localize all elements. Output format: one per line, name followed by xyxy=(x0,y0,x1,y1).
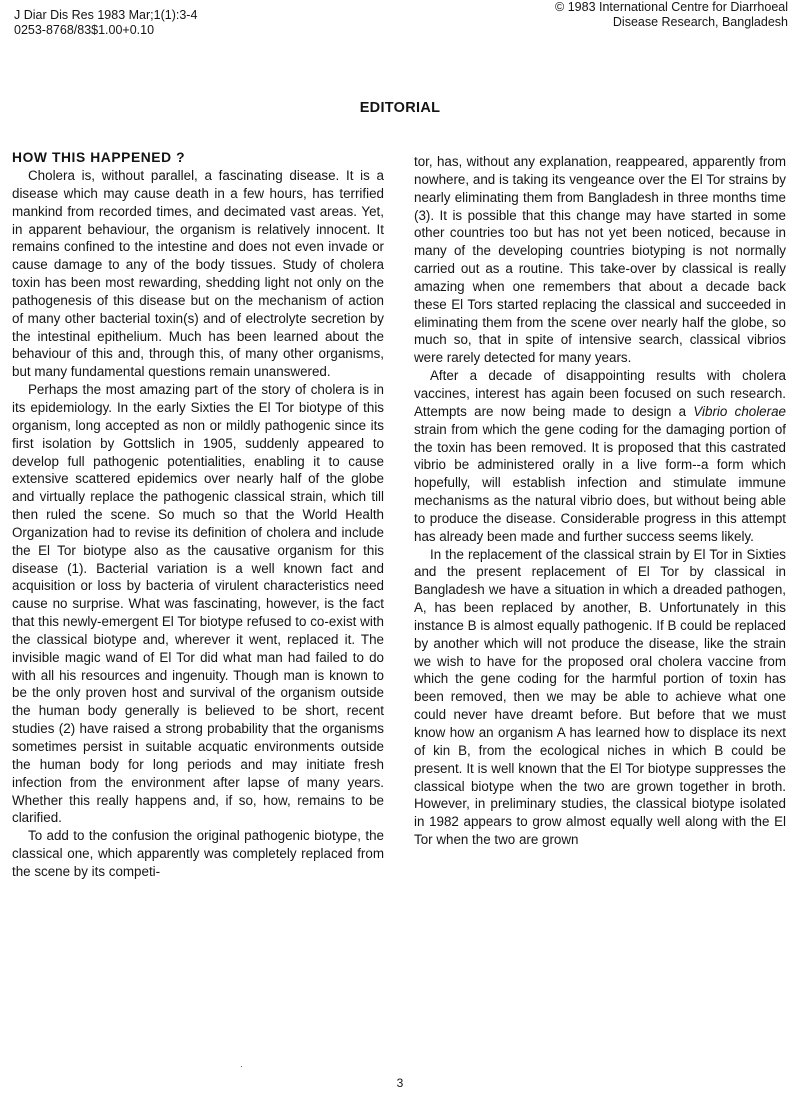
citation-line-1: J Diar Dis Res 1983 Mar;1(1):3-4 xyxy=(14,8,198,22)
paragraph-4-text-b: strain from which the gene coding for the damaging portion of the toxin has been removed. It is proposed that this castrated vibrio be administered orally in a live form--a form which hopefully, will establish infection and stimulate immune mechanisms as the natural vibrio does, but without being able to produce the disease. Considerable progress in this attempt has already been made and further success seems likely. xyxy=(414,421,786,544)
section-heading: HOW THIS HAPPENED ? xyxy=(12,150,186,165)
left-column xyxy=(12,148,384,881)
copyright-line-1: © 1983 International Centre for Diarrhoeal xyxy=(555,0,788,14)
paragraph-3-continued: tor, has, without any explanation, reappeared, apparently from nowhere, and is taking its vengeance over the El Tor strains by nearly eliminating them from Bangladesh in three months time (3). It is possible that this change may have started in some other countries too but has not yet been noticed, because in many of the developing countries biotyping is not normally carried out as a routine. This take-over by classical is really amazing when one remembers that about a decade back these El Tors started replacing the classical and succeeded in eliminating them from the scene over nearly half the globe, so much so, that in spite of intensive search, classical vibrios were rarely detected for many years. xyxy=(414,154,786,366)
paragraph-5: In the replacement of the classical strain by El Tor in Sixties and the present replacement of El Tor by classical in Bangladesh we have a situation in which a dreaded pathogen, A, has been replaced by another, B. Unfortunately in this instance B is almost equally pathogenic. If B could be replaced by another which will not produce the disease, like the strain we wish to have for the proposed oral cholera vaccine from which the gene coding for the harmful portion of toxin has been removed, then we may be able to achieve what one could never have dreamt before. But before that we must know how an organism A has learned how to displace its next of kin B, from the ecological niches in which B could be present. It is well known that the El Tor biotype suppresses the classical biotype when the two are grown together in broth. However, in preliminary studies, the classical biotype isolated in 1982 appears to grow almost equally well along with the El Tor when the two are grown xyxy=(414,546,786,848)
paragraph-4-text-a: After a decade of disappointing results with cholera vaccines, interest has again been focused on such research. Attempts are now being made to design a xyxy=(414,368,786,419)
copyright-line-2: Disease Research, Bangladesh xyxy=(612,15,788,29)
page-title: EDITORIAL xyxy=(359,100,441,116)
species-name: Vibrio cholerae xyxy=(693,403,786,419)
page-number: 3 xyxy=(396,1076,404,1090)
citation-line-2: 0253-8768/83$1.00+0.10 xyxy=(14,23,155,37)
paragraph-3: To add to the confusion the original pathogenic biotype, the classical one, which apparently was completely replaced from the scene by its competi- xyxy=(12,828,384,879)
paragraph-4 xyxy=(414,367,786,545)
paragraph-1: Cholera is, without parallel, a fascinating disease. It is a disease which may cause death in a few hours, has terrified mankind from recorded times, and decimated vast areas. Yet, in apparent behaviour, the organism is relatively innocent. It remains confined to the intestine and does not even invade or cause damage to any of the body tissues. Study of cholera toxin has been most rewarding, shedding light not only on the pathogenesis of this disease but on the mechanism of action of many other bacterial toxin(s) and of electrolyte secretion by the intestinal epithelium. Much has been learned about the behaviour of this and, through this, of many other organisms, but many fundamental questions remain unanswered. xyxy=(12,168,384,380)
paragraph-2: Perhaps the most amazing part of the story of cholera is in its epidemiology. In the early Sixties the El Tor biotype of this organism, long accepted as non or mildly pathogenic since its first isolation by Gottslich in 1905, suddenly appeared to develop full pathogenic potentialities, enabling it to cause extensive scattered epidemics over nearly half of the globe and virtually replace the pathogenic classical strain, which till then ruled the scene. So much so that the World Health Organization had to revise its definition of cholera and include the El Tor biotype also as the causative organism for this disease (1). Bacterial variation is a well known fact and acquisition or loss by bacteria of virulent characteristics need cause no surprise. What was fascinating, however, is the fact that this newly-emergent El Tor biotype refused to co-exist with the classical biotype and, wherever it went, replaced it. The invisible magic wand of El Tor did what man had failed to do with all his resources and ingenuity. Though man is known to be the only proven host and survival of the organism outside the human body generally is believed to be short, recent studies (2) have raised a strong probability that the organisms sometimes persist in suitable acquatic environments outside the human body for long periods and may initiate fresh infection from the environment after lapse of many years. Whether this really happens and, if so, how, remains to be clarified. xyxy=(12,382,384,826)
print-speck: · xyxy=(240,1062,243,1071)
right-column xyxy=(414,153,786,849)
citation-block xyxy=(14,8,197,38)
copyright-block xyxy=(555,0,788,30)
